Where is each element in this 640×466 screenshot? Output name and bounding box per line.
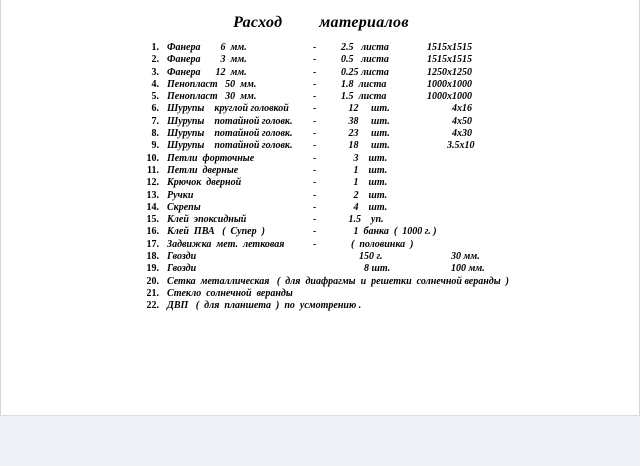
item-name: Пенопласт 50 мм. [167,78,257,90]
item-number: 22. [146,300,159,312]
item-name: Стекло солнечной веранды [167,287,293,299]
item-number: 10. [146,152,159,164]
item-dash: - [313,66,317,78]
item-quantity: 38 шт. [341,115,390,127]
item-number: 18. [146,251,159,263]
item-number: 5. [151,91,159,103]
footer-area [0,415,640,466]
list-item [137,202,557,214]
item-name: Петли дверные [167,164,239,176]
item-name: Гвозди [167,251,197,263]
item-dash: - [313,91,317,103]
item-number: 9. [151,140,159,152]
item-name: Скрепы [167,201,201,213]
list-item [137,54,557,66]
item-name: Крючок дверной [167,177,242,189]
item-number: 4. [151,78,159,90]
item-number: 13. [146,189,159,201]
item-dash: - [313,103,317,115]
item-size: 100 мм. [451,263,485,275]
item-number: 11. [147,164,159,176]
item-name: Шурупы потайной головк. [167,115,293,127]
list-item [137,91,557,103]
item-name: Фанера 6 мм. [167,42,247,53]
item-name: Гвозди [167,263,197,275]
item-dash: - [313,140,317,152]
item-quantity: 0.5 листа [341,54,389,66]
item-number: 3. [151,66,159,78]
item-name: Сетка металлическая ( для диафрагмы и решетки солнечной веранды ) [167,275,510,287]
list-item [137,67,557,79]
item-size: 1250х1250 [427,66,472,78]
item-quantity: 18 шт. [341,140,390,152]
list-item [137,190,557,202]
item-number: 16. [146,226,159,238]
item-number: 20. [146,275,159,287]
item-quantity: 1 шт. [341,177,388,189]
item-dash: - [313,164,317,176]
item-name: Клей эпоксидный [167,214,247,226]
item-number: 15. [146,214,159,226]
item-name: Шурупы потайной головк. [167,140,293,152]
list-item [137,276,557,288]
item-quantity: 150 г. [359,251,383,263]
item-dash: - [313,78,317,90]
item-size: 30 мм. [451,251,480,263]
list-item [137,263,557,275]
item-name: Фанера 3 мм. [167,54,247,66]
item-name: Задвижка мет. летковая [167,238,285,250]
item-number: 7. [151,115,159,127]
item-size: 4х16 [427,103,472,115]
item-dash: - [313,214,317,226]
item-size: 3.5х10 [427,140,475,152]
item-dash: - [313,189,317,201]
item-size: 1515х1515 [427,42,472,53]
item-number: 19. [146,263,159,275]
item-name: Шурупы потайной головк. [167,128,293,140]
list-item [137,251,557,263]
list-item [137,177,557,189]
item-quantity: 2.5 листа [341,42,389,53]
item-dash: - [313,152,317,164]
item-size: 1515х1515 [427,54,472,66]
item-name: Ручки [167,189,194,201]
item-size: 4х50 [427,115,472,127]
item-name: ДВП ( для планшета ) по усмотрению . [167,300,362,312]
list-item [137,153,557,165]
item-number: 21. [146,287,159,299]
item-number: 2. [151,54,159,66]
list-item [137,288,557,300]
item-dash: - [313,42,317,53]
list-item [137,214,557,226]
item-number: 14. [146,201,159,213]
item-number: 12. [146,177,159,189]
materials-list [137,42,557,313]
item-name: Петли форточные [167,152,255,164]
list-item [137,165,557,177]
list-item [137,79,557,91]
document-title: Расход материалов [233,14,409,31]
item-name: Клей ПВА ( Супер ) [167,226,265,238]
list-item [137,226,557,238]
item-quantity: 2 шт. [341,189,388,201]
item-name: Пенопласт 30 мм. [167,91,257,103]
list-item [137,103,557,115]
list-item [137,42,557,54]
item-number: 6. [151,103,159,115]
list-item [137,300,557,312]
item-name: Шурупы круглой головкой [167,103,289,115]
list-item [137,116,557,128]
item-number: 1. [151,42,159,53]
item-quantity: 4 шт. [341,201,388,213]
item-quantity: 1.8 листа [341,78,387,90]
list-item [137,140,557,152]
item-dash: - [313,238,317,250]
item-quantity: 12 шт. [341,103,390,115]
item-quantity: 1 банка ( 1000 г. ) [341,226,437,238]
item-name: Фанера 12 мм. [167,66,247,78]
item-dash: - [313,177,317,189]
item-quantity: 23 шт. [341,128,390,140]
item-number: 8. [151,128,159,140]
item-dash: - [313,54,317,66]
list-item [137,128,557,140]
list-item [137,239,557,251]
item-dash: - [313,226,317,238]
item-quantity: 1.5 листа [341,91,387,103]
item-dash: - [313,115,317,127]
item-quantity: 1 шт. [341,164,388,176]
item-quantity: ( половинка ) [341,238,414,250]
item-size: 1000х1000 [427,91,472,103]
item-dash: - [313,128,317,140]
item-quantity: 0.25 листа [341,66,389,78]
item-number: 17. [146,238,159,250]
item-size: 1000х1000 [427,78,472,90]
item-dash: - [313,201,317,213]
item-quantity: 1.5 уп. [341,214,384,226]
item-quantity: 8 шт. [359,263,391,275]
item-quantity: 3 шт. [341,152,388,164]
item-size: 4х30 [427,128,472,140]
